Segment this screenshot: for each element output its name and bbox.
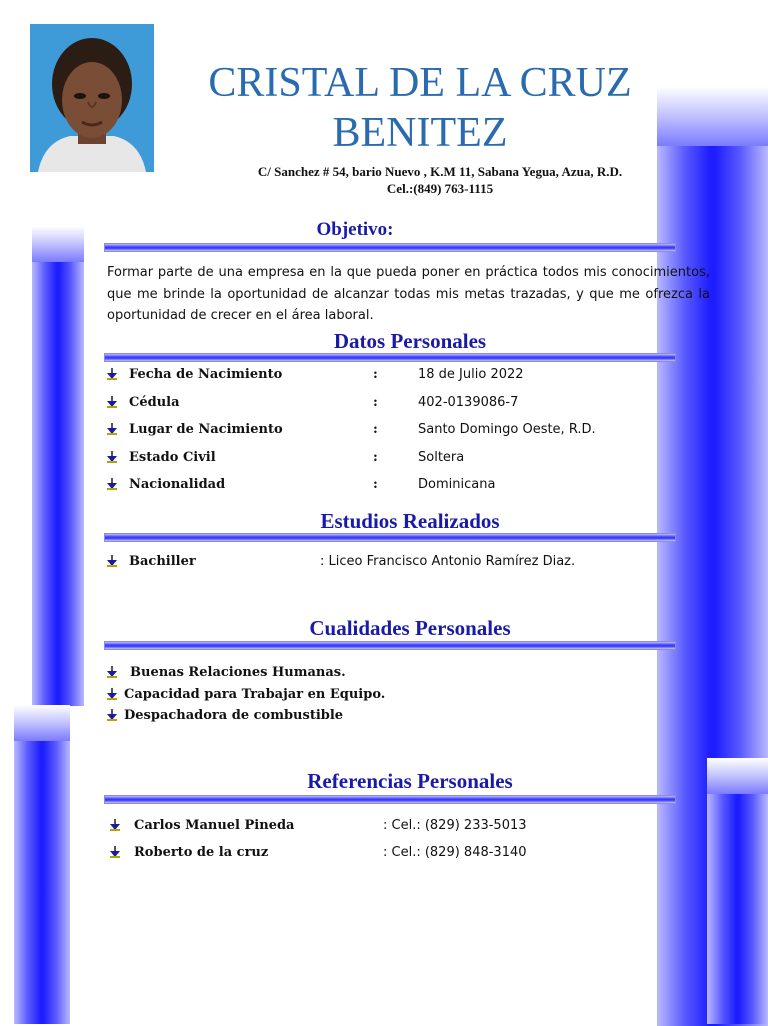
- arrow-down-bullet-icon: [107, 666, 119, 680]
- arrow-down-bullet-icon: [107, 368, 119, 382]
- study-value: : Liceo Francisco Antonio Ramírez Diaz.: [320, 554, 576, 569]
- field-value: Dominicana: [418, 477, 496, 492]
- section-heading-objetivo: Objetivo:: [316, 219, 394, 240]
- section-divider: [104, 533, 676, 542]
- field-value: 402-0139086-7: [418, 394, 519, 410]
- field-separator: :: [373, 394, 378, 410]
- candidate-name-line1: CRISTAL DE LA CRUZ: [208, 60, 632, 106]
- quality-text: Despachadora de combustible: [124, 708, 344, 723]
- arrow-down-bullet-icon: [107, 478, 119, 492]
- personal-data-row: [0, 395, 700, 415]
- study-row: [0, 554, 700, 574]
- arrow-down-bullet-icon: [107, 451, 119, 465]
- arrow-down-bullet-icon: [107, 555, 119, 569]
- quality-item: [0, 708, 700, 728]
- field-separator: :: [373, 477, 378, 492]
- field-label: Estado Civil: [129, 449, 216, 465]
- arrow-down-bullet-icon: [107, 688, 119, 702]
- personal-data-row: [0, 422, 700, 442]
- personal-data-row: [0, 367, 700, 387]
- decorative-pillar-right-lower: [707, 758, 768, 1024]
- field-separator: :: [373, 449, 378, 465]
- profile-photo: [30, 24, 154, 172]
- arrow-down-bullet-icon: [107, 423, 119, 437]
- section-divider: [104, 243, 676, 252]
- quality-item: [0, 687, 700, 707]
- reference-name: Carlos Manuel Pineda: [134, 818, 295, 833]
- section-divider: [104, 795, 676, 804]
- reference-phone: : Cel.: (829) 848-3140: [383, 845, 527, 860]
- study-label: Bachiller: [129, 554, 196, 569]
- personal-data-row: [0, 477, 700, 497]
- section-heading-estudios: Estudios Realizados: [320, 509, 500, 533]
- section-divider: [104, 353, 676, 362]
- reference-row: [0, 845, 700, 865]
- candidate-name-line2: BENITEZ: [332, 110, 508, 156]
- field-label: Fecha de Nacimiento: [129, 367, 283, 382]
- section-heading-cualidades: Cualidades Personales: [309, 616, 511, 640]
- arrow-down-bullet-icon: [110, 846, 122, 860]
- reference-phone: : Cel.: (829) 233-5013: [383, 818, 527, 833]
- personal-data-row: [0, 450, 700, 470]
- section-heading-datos-personales: Datos Personales: [333, 329, 487, 353]
- quality-item: [0, 665, 700, 685]
- field-label: Lugar de Nacimiento: [129, 422, 283, 437]
- field-label: Nacionalidad: [129, 477, 226, 492]
- field-separator: :: [373, 422, 378, 437]
- reference-row: [0, 818, 700, 838]
- contact-phone: Cel.:(849) 763-1115: [386, 181, 494, 196]
- field-label: Cédula: [129, 394, 180, 410]
- quality-text: Buenas Relaciones Humanas.: [130, 665, 346, 680]
- field-value: 18 de Julio 2022: [418, 367, 524, 382]
- field-separator: :: [373, 367, 378, 382]
- section-heading-referencias: Referencias Personales: [307, 769, 513, 793]
- field-value: Santo Domingo Oeste, R.D.: [418, 422, 596, 437]
- objective-text: Formar parte de una empresa en la que pueda poner en práctica todos mis conocimientos, que me brinde la oportunidad de alcanzar todas mis metas trazadas, y que me ofrezca la oportunidad de crecer en el área laboral.: [107, 265, 710, 323]
- contact-address: C/ Sanchez # 54, bario Nuevo , K.M 11, Sabana Yegua, Azua, R.D.: [257, 164, 623, 179]
- reference-name: Roberto de la cruz: [134, 845, 269, 860]
- section-divider: [104, 641, 676, 650]
- arrow-down-bullet-icon: [107, 396, 119, 410]
- field-value: Soltera: [418, 449, 465, 465]
- arrow-down-bullet-icon: [107, 709, 119, 723]
- arrow-down-bullet-icon: [110, 819, 122, 833]
- quality-text: Capacidad para Trabajar en Equipo.: [124, 686, 386, 702]
